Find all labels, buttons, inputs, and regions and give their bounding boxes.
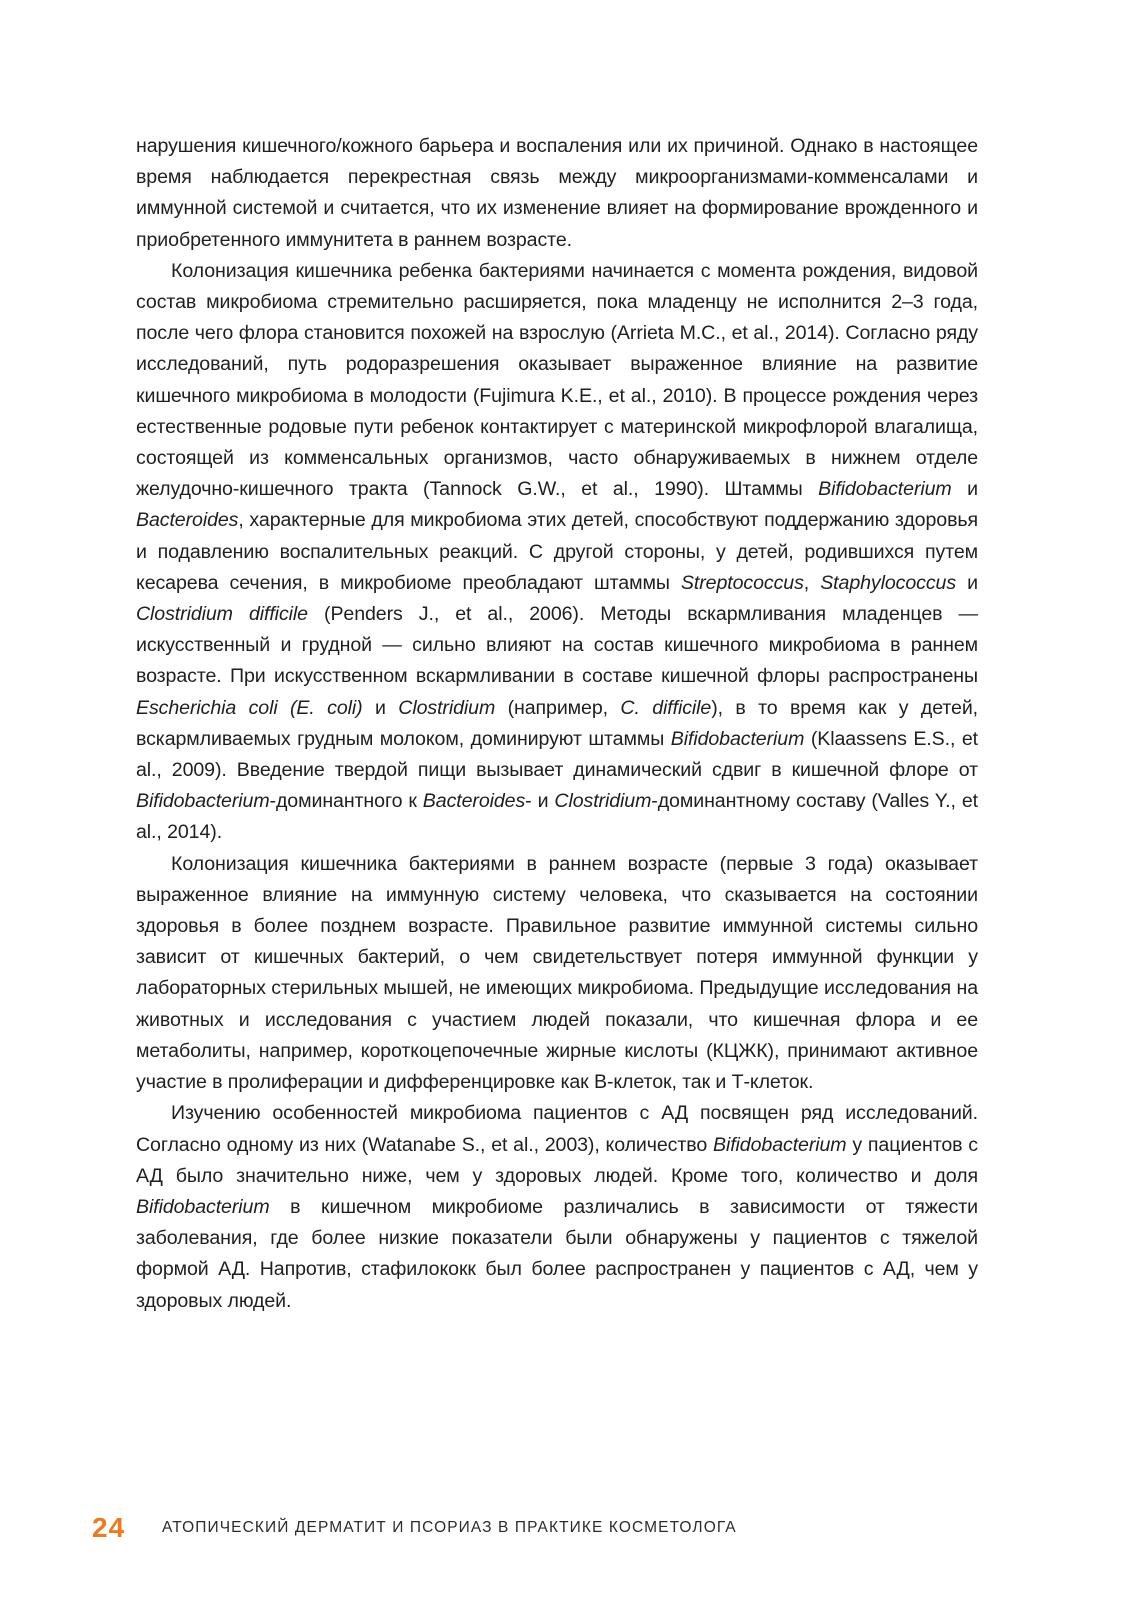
text-run: -доминантного к: [269, 790, 423, 813]
italic-term: Bifidobacterium: [712, 1133, 847, 1156]
italic-term: Bifidobacterium: [818, 478, 952, 501]
text-run: -доминантному составу (Valles Y., et al., 2014).: [136, 790, 978, 844]
text-run: ,: [803, 571, 821, 594]
paragraph: [136, 849, 978, 1099]
text-run: Колонизация кишечника ребенка бактериями начинается с момента рождения, видовой состав микробиома стремительно расширяется, пока младенцу не исполнится 2–3 года, после чего флора становится похожей на взрослую (Arrieta M.C., et al., 2014). Согласно ряду исследований, путь родоразрешения оказывает выраженное влияние на развитие кишечного микробиома в молодости (Fujimura K.E., et al., 2010). В процессе рождения через естественные родовые пути ребенок контактирует с материнской микрофлорой влагалища, состоящей из комменсальных организмов, часто обнаруживаемых в нижнем отделе желудочно-кишечного тракта (Tannock G.W., et al., 1990). Штаммы: [136, 259, 978, 501]
italic-term: Bacteroides: [136, 509, 239, 532]
italic-term: Bifidobacterium: [136, 1195, 270, 1218]
italic-term: C. difficile: [620, 696, 712, 719]
paragraph: [136, 1098, 978, 1316]
italic-term: Escherichia coli (E. coli): [136, 696, 363, 719]
italic-term: Bifidobacterium: [670, 727, 805, 750]
text-run: ), в то время как у детей, вскармливаемых грудным молоком, доминируют штаммы: [136, 696, 979, 750]
italic-term: Clostridium: [398, 696, 496, 719]
text-run: - и: [525, 790, 555, 813]
text-run: (например,: [495, 696, 621, 719]
paragraph: [136, 256, 978, 849]
italic-term: Bacteroides: [422, 790, 526, 813]
italic-term: Clostridium: [554, 790, 652, 813]
italic-term: Clostridium difficile: [136, 603, 308, 626]
body-text: [136, 131, 978, 1317]
text-run: (Penders J., et al., 2006). Методы вскармливания младенцев — искусственный и грудной — сильно влияют на состав кишечного микробиома в раннем возрасте. При искусственном вскармливании в составе кишечной флоры распространены: [136, 603, 978, 688]
text-run: и: [956, 571, 978, 594]
text-run: Колонизация кишечника бактериями в раннем возрасте (первые 3 года) оказывает выраженное влияние на иммунную систему человека, что сказывается на состоянии здоровья в более позднем возрасте. Правильное развитие иммунной системы сильно зависит от кишечных бактерий, о чем свидетельствует потеря иммунной функции у лабораторных стерильных мышей, не имеющих микробиома. Предыдущие исследования на животных и исследования с участием людей показали, что кишечная флора и ее метаболиты, например, короткоцепочечные жирные кислоты (КЦЖК), принимают активное участие в пролиферации и дифференцировке как В-клеток, так и Т-клеток.: [136, 852, 978, 1094]
text-run: и: [951, 478, 978, 501]
text-run: в кишечном микробиоме различались в зависимости от тяжести заболевания, где более низкие показатели были обнаружены у пациентов с тяжелой формой АД. Напротив, стафилококк был более распространен у пациентов с АД, чем у здоровых людей.: [136, 1195, 978, 1312]
italic-term: Staphylococcus: [820, 571, 957, 594]
running-title: АТОПИЧЕСКИЙ ДЕРМАТИТ И ПСОРИАЗ В ПРАКТИКЕ КОСМЕТОЛОГА: [162, 1519, 737, 1536]
page-footer: [92, 1510, 992, 1550]
paragraph: [136, 131, 978, 256]
italic-term: Streptococcus: [680, 571, 804, 594]
text-run: , характерные для микробиома этих детей, способствуют поддержанию здоровья и подавлению воспалительных реакций. С другой стороны, у детей, родившихся путем кесарева сечения, в микробиоме преобладают штаммы: [136, 509, 978, 594]
text-run: (Klaassens E.S., et al., 2009). Введение твердой пищи вызывает динамический сдвиг в кишечной флоре от: [136, 727, 979, 782]
text-run: нарушения кишечного/кожного барьера и воспаления или их причиной. Однако в настоящее время наблюдается перекрестная связь между микроорганизмами-комменсалами и иммунной системой и считается, что их изменение влияет на формирование врожденного и приобретенного иммунитета в раннем возрасте.: [136, 135, 978, 251]
text-run: у пациентов с АД было значительно ниже, чем у здоровых людей. Кроме того, количество и доля: [136, 1133, 978, 1187]
italic-term: Bifidobacterium: [136, 790, 270, 813]
text-run: и: [362, 696, 399, 719]
text-run: Изучению особенностей микробиома пациентов с АД посвящен ряд исследований. Согласно одному из них (Watanabe S., et al., 2003), количество: [136, 1102, 978, 1156]
page-number: 24: [92, 1512, 126, 1543]
